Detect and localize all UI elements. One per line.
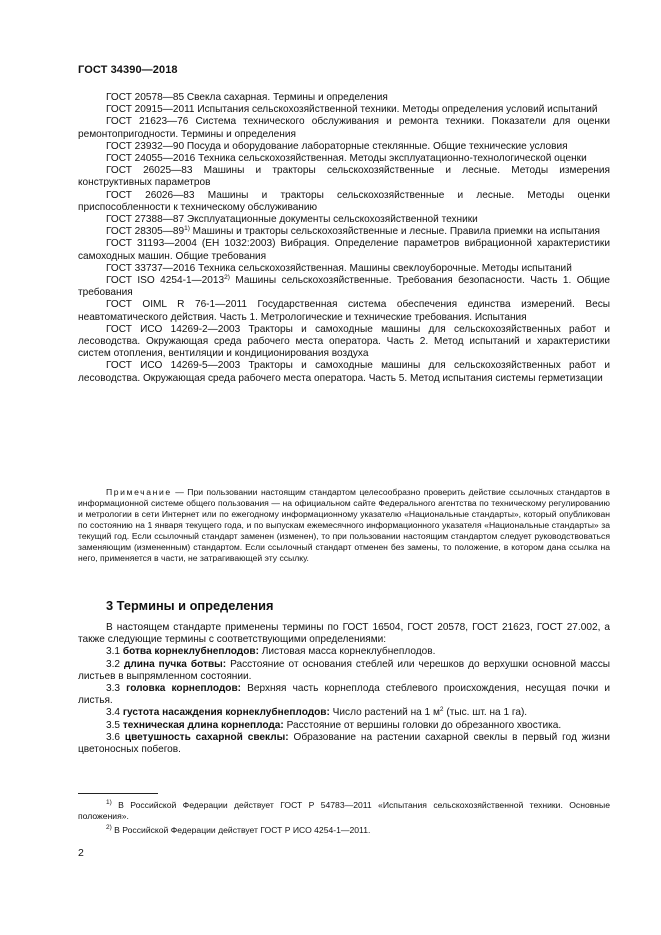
footnote-separator: [78, 793, 158, 794]
term-item: [78, 646, 610, 658]
term-item: [78, 732, 610, 756]
reference-item: ГОСТ 33737—2016 Техника сельскохозяйственная. Машины свеклоуборочные. Методы испытаний: [106, 262, 572, 274]
note-block: [78, 487, 610, 564]
page-number: 2: [78, 847, 84, 859]
term-name: длина пучка ботвы:: [123, 658, 227, 670]
term-item: [78, 720, 610, 732]
term-number: 3.4: [106, 707, 123, 719]
term-definition: Число растений на 1 м: [329, 707, 440, 719]
footnote-ref-1: 1): [184, 225, 190, 233]
reference-item: ГОСТ 26026—83 Машины и тракторы сельскохозяйственные и лесные. Методы оценки приспособленности к техническому обслуживанию: [78, 189, 610, 213]
reference-item: ГОСТ 24055—2016 Техника сельскохозяйственная. Методы эксплуатационно-технологической оценки: [106, 153, 587, 165]
reference-item: [78, 275, 610, 299]
reference-item: ГОСТ 20578—85 Свекла сахарная. Термины и определения: [106, 92, 388, 103]
term-number: 3.3: [106, 683, 127, 695]
term-definition: Образование на растении сахарной свеклы в первый год жизни цветоносных побегов.: [78, 731, 610, 756]
footnote-text: В Российской Федерации действует ГОСТ Р 54783—2011 «Испытания сельскохозяйственной техники. Основные положения».: [78, 800, 610, 821]
term-number: 3.1: [106, 646, 123, 658]
term-name: головка корнеплодов:: [126, 683, 242, 695]
reference-item: ГОСТ 27388—87 Эксплуатационные документы сельскохозяйственной техники: [106, 214, 478, 226]
footnote-ref-2: 2): [224, 274, 230, 282]
reference-code: ГОСТ 28305—89: [106, 226, 185, 238]
reference-title: Машины и тракторы сельскохозяйственные и лесные. Правила приемки на испытания: [189, 226, 601, 238]
term-number: 3.6: [106, 731, 125, 743]
footnotes: [78, 800, 610, 839]
term-definition: Листовая масса корнеклубнеплодов.: [258, 646, 436, 658]
superscript-2: 2: [439, 706, 444, 714]
term-definition: Верхняя часть корнеплода стеблевого происхождения, несущая почки и листья.: [78, 683, 610, 707]
footnote-item: [78, 825, 610, 836]
term-name: техническая длина корнеплода:: [122, 719, 284, 731]
document-code-header: ГОСТ 34390—2018: [78, 64, 178, 76]
footnote-mark: 1): [106, 799, 112, 806]
footnote-item: [78, 800, 610, 822]
reference-code: ГОСТ ISO 4254-1—2013: [106, 275, 225, 287]
reference-item: ГОСТ 20915—2011 Испытания сельскохозяйственной техники. Методы определения условий испытаний: [106, 104, 598, 116]
reference-item: ГОСТ ИСО 14269-2—2003 Тракторы и самоходные машины для сельскохозяйственных работ и лесоводства. Окружающая среда рабочего места оператора. Часть 2. Метод испытаний и характеристики систем отопления, вентиляции и кондиционирования воздуха: [78, 323, 610, 360]
terms-section: [78, 622, 610, 756]
reference-item: ГОСТ 31193—2004 (ЕН 1032:2003) Вибрация. Определение параметров вибрационной характеристики самоходных машин. Общие требования: [78, 238, 610, 262]
section-intro: В настоящем стандарте применены термины по ГОСТ 16504, ГОСТ 20578, ГОСТ 21623, ГОСТ 27.002, а также следующие термины с соответствующими определениями:: [78, 622, 610, 646]
term-item: [78, 659, 610, 683]
term-definition: Расстояние от основания стеблей или черешков до верхушки основной массы листьев в выпрямленном состоянии.: [78, 658, 610, 682]
term-definition: Расстояние от вершины головки до обрезанного хвостика.: [283, 719, 562, 731]
footnote-mark: 2): [106, 824, 112, 831]
term-number: 3.5: [106, 719, 123, 731]
reference-title: Машины сельскохозяйственные. Требования безопасности. Часть 1. Общие требования: [78, 275, 610, 299]
term-name: цветушность сахарной свеклы:: [124, 731, 289, 743]
footnote-text: В Российской Федерации действует ГОСТ Р ИСО 4254-1—2011.: [111, 825, 371, 835]
reference-item: [78, 226, 610, 238]
term-name: ботва корнеклубнеплодов:: [122, 646, 259, 658]
reference-item: ГОСТ 23932—90 Посуда и оборудование лабораторные стеклянные. Общие технические условия: [106, 140, 568, 152]
note-text: — При пользовании настоящим стандартом целесообразно проверить действие ссылочных стандартов в информационной системе общего пользования — на официальном сайте Федерального агентства по техническому регулированию и метрологии в сети Интернет или по ежегодному информационному указателю «Национальные стандарты», который опубликован по состоянию на 1 января текущего года, и по выпускам ежемесячного информационного указателя «Национальные стандарты» за текущий год. Если ссылочный стандарт заменен (изменен), то при пользовании настоящим стандартом следует руководствоваться заменяющим (измененным) стандартом. Если ссылочный стандарт отменен без замены, то положение, в котором дана ссылка на него, применяется в части, не затрагивающей эту ссылку.: [78, 487, 610, 563]
reference-item: ГОСТ ИСО 14269-5—2003 Тракторы и самоходные машины для сельскохозяйственных работ и лесоводства. Окружающая среда рабочего места оператора. Часть 5. Метод испытания системы герметизации: [78, 360, 610, 384]
term-item: [78, 707, 610, 719]
reference-item: ГОСТ OIML R 76-1—2011 Государственная система обеспечения единства измерений. Весы неавтоматического действия. Часть 1. Метрологические и технические требования. Испытания: [78, 299, 610, 323]
reference-item: ГОСТ 26025—83 Машины и тракторы сельскохозяйственные и лесные. Методы измерения конструктивных параметров: [78, 165, 610, 189]
term-definition-tail: (тыс. шт. на 1 га).: [443, 707, 528, 719]
term-name: густота насаждения корнеклубнеплодов:: [122, 707, 330, 719]
section-title: 3 Термины и определения: [106, 598, 274, 613]
normative-references-list: [78, 92, 610, 385]
note-label: Примечание: [106, 487, 172, 497]
reference-item: ГОСТ 21623—76 Система технического обслуживания и ремонта техники. Показатели для оценки ремонтопригодности. Термины и определения: [78, 116, 610, 140]
term-item: [78, 683, 610, 707]
term-number: 3.2: [106, 658, 124, 670]
